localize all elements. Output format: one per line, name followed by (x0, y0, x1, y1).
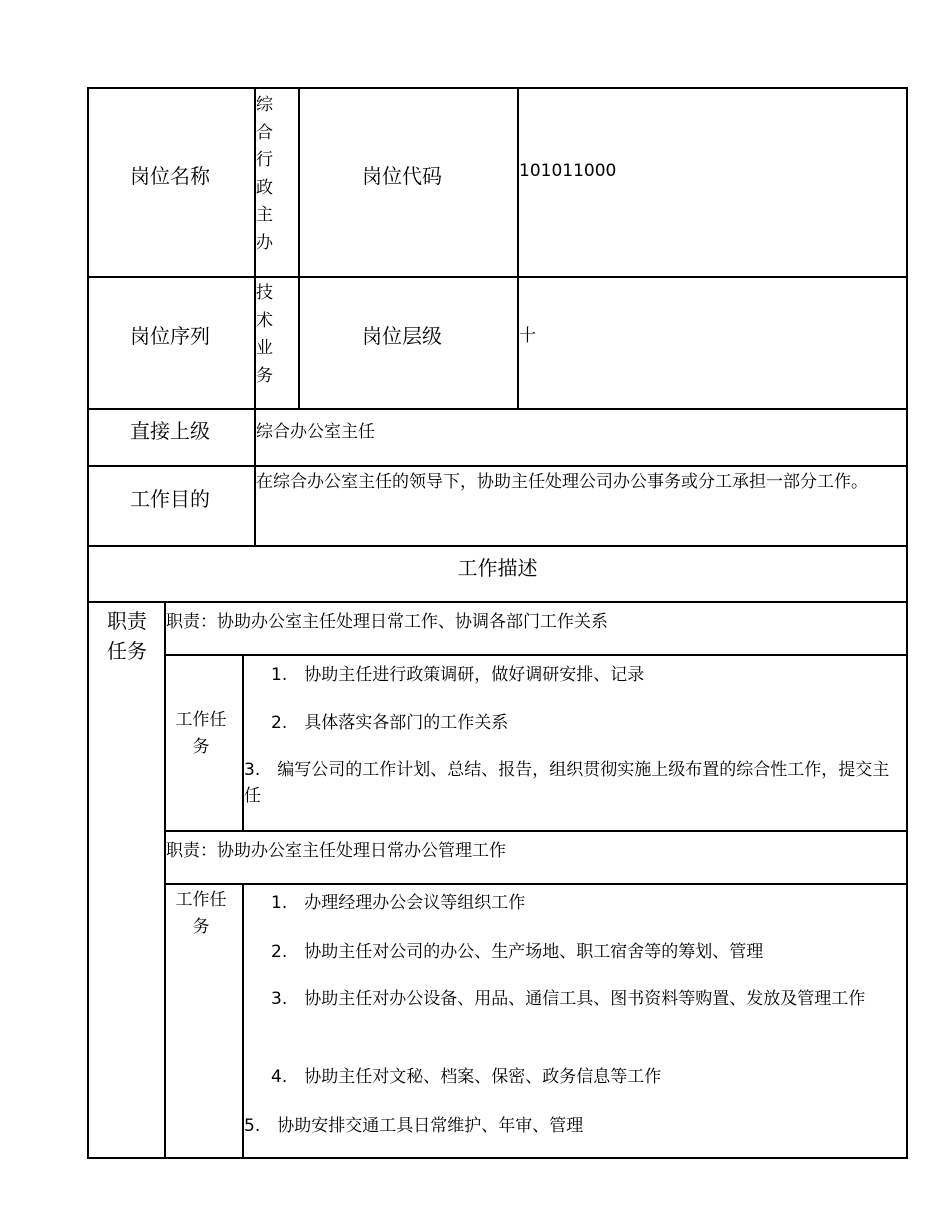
position-series-label: 岗位序列 (130, 324, 210, 348)
task-item: 2. 具体落实各部门的工作关系 (271, 713, 509, 733)
duty-text: 职责：协助办公室主任处理日常办公管理工作 (166, 841, 506, 861)
task-label: 工作任务 (175, 890, 227, 937)
row-divider (164, 830, 908, 832)
table-border-top (87, 87, 908, 89)
position-code-value: 101011000 (519, 161, 617, 181)
row-divider (87, 408, 908, 410)
position-name-value: 综合行政主办 (256, 95, 273, 253)
position-level-value: 十 (519, 326, 536, 346)
row-divider (87, 276, 908, 278)
row-divider (164, 883, 908, 885)
task-item: 1. 办理经理办公会议等组织工作 (271, 893, 526, 913)
position-series-value: 技术业务 (256, 283, 273, 386)
duty-text: 职责：协助办公室主任处理日常工作、协调各部门工作关系 (166, 612, 608, 632)
purpose-value: 在综合办公室主任的领导下，协助主任处理公司办公事务或分工承担一部分工作。 (256, 472, 868, 492)
column-divider (517, 87, 519, 408)
task-item: 2. 协助主任对公司的办公、生产场地、职工宿舍等的筹划、管理 (271, 942, 764, 962)
position-level-label: 岗位层级 (362, 324, 442, 348)
row-divider (164, 654, 908, 656)
task-label: 工作任务 (175, 710, 227, 757)
row-divider (87, 601, 908, 603)
row-divider (87, 545, 908, 547)
task-item: 5. 协助安排交通工具日常维护、年审、管理 (244, 1116, 584, 1136)
section-title: 工作描述 (457, 556, 538, 580)
task-item: 1. 协助主任进行政策调研，做好调研安排、记录 (271, 665, 645, 685)
row-divider (87, 465, 908, 467)
task-item: 3. 协助主任对办公设备、用品、通信工具、图书资料等购置、发放及管理工作 (271, 989, 866, 1009)
table-border-bottom (87, 1157, 908, 1159)
task-item: 3. 编写公司的工作计划、总结、报告，组织贯彻实施上级布置的综合性工作，提交主任 (244, 760, 890, 806)
table-border-left (87, 87, 89, 1159)
purpose-label: 工作目的 (130, 487, 210, 511)
column-divider (164, 601, 166, 1159)
column-divider (298, 87, 300, 408)
supervisor-value: 综合办公室主任 (256, 422, 375, 442)
task-item: 4. 协助主任对文秘、档案、保密、政务信息等工作 (271, 1067, 662, 1087)
supervisor-label: 直接上级 (130, 419, 210, 443)
table-border-right (906, 87, 908, 1159)
position-code-label: 岗位代码 (362, 164, 442, 188)
position-name-label: 岗位名称 (130, 164, 210, 188)
duty-task-label: 职责任务 (107, 609, 147, 663)
